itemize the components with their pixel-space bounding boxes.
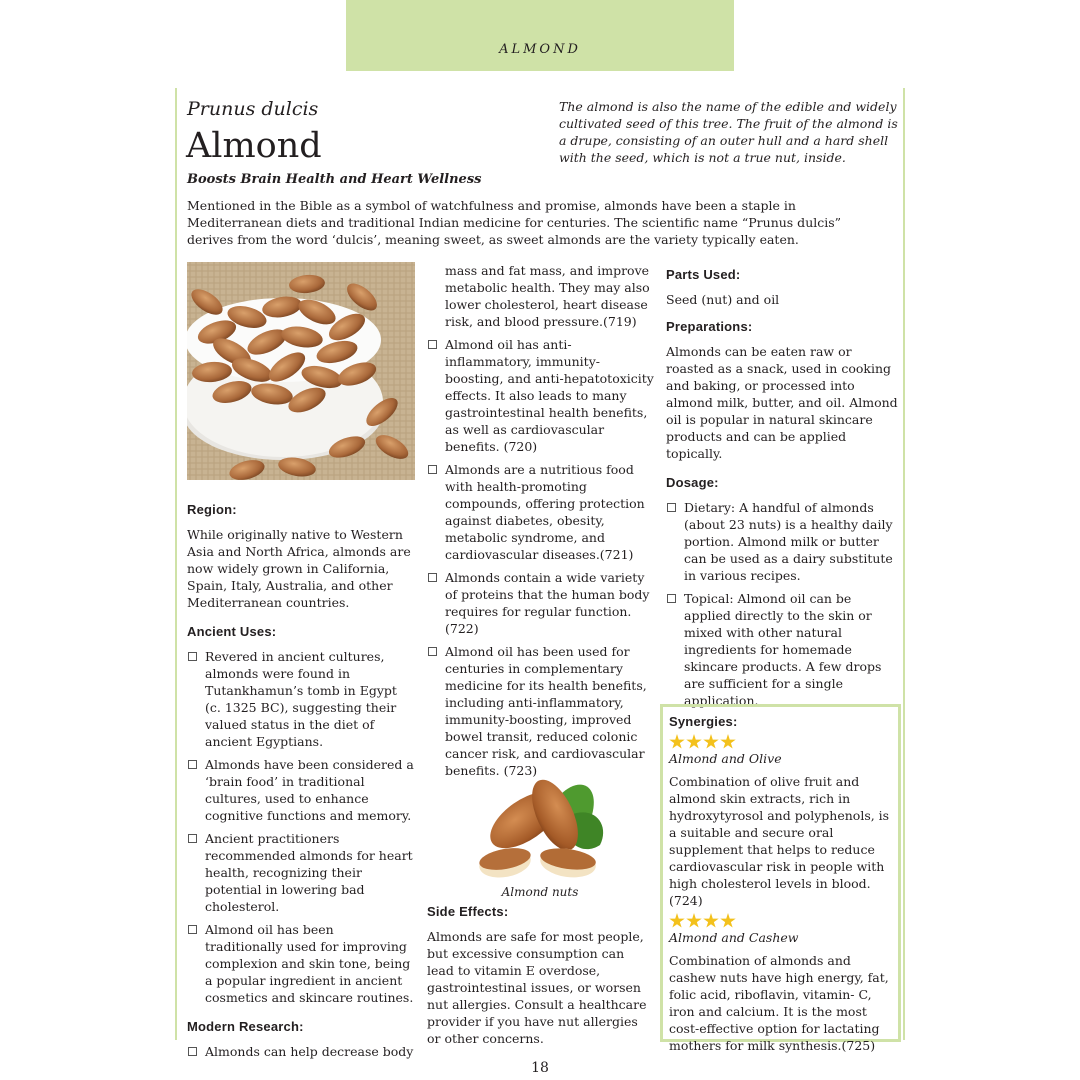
tagline: Boosts Brain Health and Heart Wellness — [187, 172, 482, 187]
bullet-box-icon — [188, 760, 197, 769]
almond-nuts-illustration — [460, 775, 620, 885]
left-border-line — [175, 88, 177, 1040]
dosage-heading: Dosage: — [666, 475, 719, 490]
bullet-box-icon — [188, 1047, 197, 1056]
right-border-line — [903, 88, 905, 1040]
bullet-box-icon — [428, 340, 437, 349]
right-column — [666, 262, 898, 715]
side-effects-block — [427, 903, 652, 1053]
list-item: Dietary: A handful of almonds (about 23 nuts) is a healthy daily portion. Almond milk or butter can be used as a dairy substitute in various recipes. — [666, 499, 898, 584]
list-item: Almond oil has been used for centuries in complementary medicine for its health benefits, including anti-inflammatory, immunity-boosting, improved bowel transit, reduced colonic cancer risk, and cardiovascular benefits. (723) — [427, 643, 655, 779]
bullet-box-icon — [667, 503, 676, 512]
ancient-uses-list — [187, 648, 415, 1006]
bullet-box-icon — [667, 594, 676, 603]
synergies-heading: Synergies: — [669, 714, 738, 729]
star-icon — [686, 913, 702, 929]
list-item: Almonds have been considered a ‘brain food’ in traditional cultures, used to enhance cognitive functions and memory. — [187, 756, 415, 824]
list-item: Revered in ancient cultures, almonds were found in Tutankhamun’s tomb in Egypt (c. 1325 BC), suggesting their valued status in the diet of ancient Egyptians. — [187, 648, 415, 750]
list-item: Almond oil has anti-inflammatory, immunity-boosting, and anti-hepatotoxicity effects. It also leads to many gastrointestinal health benefits, as well as cardiovascular benefits. (720) — [427, 336, 655, 455]
page-number: 18 — [531, 1060, 549, 1076]
star-icon — [703, 913, 719, 929]
modern-research-list — [427, 336, 655, 779]
region-heading: Region: — [187, 502, 237, 517]
preparations-heading: Preparations: — [666, 319, 753, 334]
region-text: While originally native to Western Asia and North Africa, almonds are now widely grown in California, Spain, Italy, Australia, and other Mediterranean countries. — [187, 527, 411, 610]
bullet-box-icon — [428, 465, 437, 474]
left-column — [187, 497, 415, 1066]
bullet-box-icon — [188, 834, 197, 843]
dosage-list — [666, 499, 898, 709]
list-item: Topical: Almond oil can be applied directly to the skin or mixed with other natural ingredients for homemade skincare products. A few drops are sufficient for a single application. — [666, 590, 898, 709]
star-icon — [703, 734, 719, 750]
header-band — [346, 0, 734, 71]
modern-research-list-start — [187, 1043, 415, 1060]
star-rating — [669, 913, 893, 929]
star-icon — [720, 734, 736, 750]
synergy-name: Almond and Olive — [669, 751, 782, 766]
bullet-box-icon — [428, 647, 437, 656]
parts-used-heading: Parts Used: — [666, 267, 741, 282]
synergies-box — [660, 704, 901, 1053]
research-continuation: mass and fat mass, and improve metabolic health. They may also lower cholesterol, heart disease risk, and blood pressure.(719) — [445, 263, 650, 329]
star-icon — [720, 913, 736, 929]
header-label: ALMOND — [499, 42, 581, 57]
side-effects-text: Almonds are safe for most people, but excessive consumption can lead to vitamin E overdose, gastrointestinal issues, or worsen nut allergies. Consult a healthcare provider if you have nut allergies or other concerns. — [427, 929, 647, 1046]
star-icon — [669, 913, 685, 929]
bullet-box-icon — [428, 573, 437, 582]
synergy-name: Almond and Cashew — [669, 930, 799, 945]
list-item: Almonds contain a wide variety of proteins that the human body requires for regular function. (722) — [427, 569, 655, 637]
species-name: Prunus dulcis — [187, 98, 319, 120]
list-item: Almonds can help decrease body — [187, 1043, 415, 1060]
bullet-box-icon — [188, 652, 197, 661]
star-rating — [669, 734, 893, 750]
figure-caption: Almond nuts — [501, 885, 579, 899]
middle-column — [427, 262, 655, 785]
page-title: Almond — [186, 126, 322, 166]
side-effects-heading: Side Effects: — [427, 904, 509, 919]
list-item: Almond oil has been traditionally used for improving complexion and skin tone, being a popular ingredient in ancient cosmetics and skincare routines. — [187, 921, 415, 1006]
bullet-box-icon — [188, 925, 197, 934]
ancient-uses-heading: Ancient Uses: — [187, 624, 277, 639]
synergy-text: Combination of almonds and cashew nuts have high energy, fat, folic acid, riboflavin, vitamin- C, iron and calcium. It is the most cost-effective option for lactating mothers for milk synthesis.(725) — [669, 953, 889, 1053]
parts-used-text: Seed (nut) and oil — [666, 292, 780, 307]
list-item: Ancient practitioners recommended almonds for heart health, recognizing their potential in lowering bad cholesterol. — [187, 830, 415, 915]
star-icon — [669, 734, 685, 750]
almond-bowl-photo — [187, 262, 415, 480]
star-icon — [686, 734, 702, 750]
intro-paragraph: Mentioned in the Bible as a symbol of watchfulness and promise, almonds have been a staple in Mediterranean diets and traditional Indian medicine for centuries. The scientific name “Prunus dulcis” derives from the word ‘dulcis’, meaning sweet, as sweet almonds are the variety typically eaten. — [187, 198, 842, 247]
synergy-text: Combination of olive fruit and almond skin extracts, rich in hydroxytyrosol and polyphenols, is a suitable and secure oral supplement that helps to reduce cardiovascular risk in people with high cholesterol levels in blood.(724) — [669, 774, 890, 908]
preparations-text: Almonds can be eaten raw or roasted as a snack, used in cooking and baking, or processed into almond milk, butter, and oil. Almond oil is popular in natural skincare products and can be applied topically. — [666, 344, 898, 461]
side-note: The almond is also the name of the edible and widely cultivated seed of this tree. The fruit of the almond is a drupe, consisting of an outer hull and a hard shell with the seed, which is not a true nut, inside. — [559, 99, 898, 165]
list-item: Almonds are a nutritious food with health-promoting compounds, offering protection against diabetes, obesity, metabolic syndrome, and cardiovascular diseases.(721) — [427, 461, 655, 563]
modern-research-heading: Modern Research: — [187, 1019, 304, 1034]
